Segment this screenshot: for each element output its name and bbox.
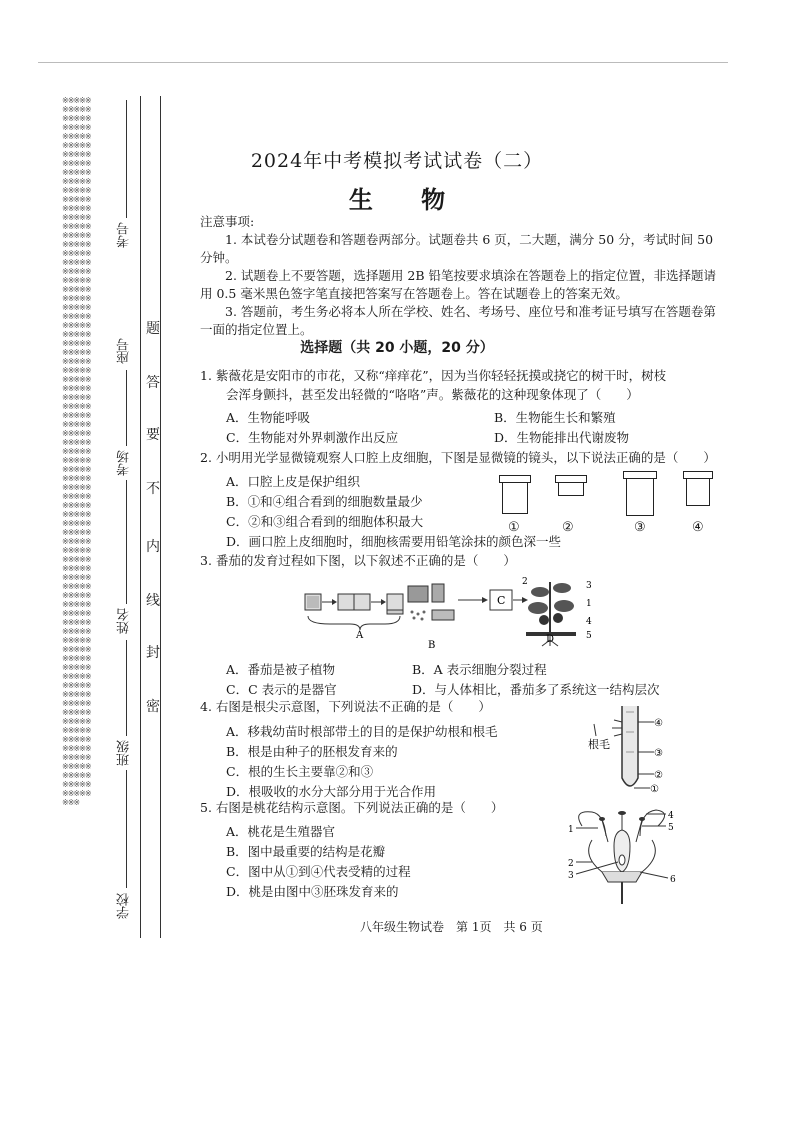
lens-label: ③ (634, 520, 646, 535)
q4-option-d: D．根吸收的水分大部分用于光合作用 (226, 784, 437, 799)
top-rule (38, 62, 728, 63)
fig-label-d: D (546, 634, 555, 645)
q2-option-d: D．画口腔上皮细胞时，细胞核需要用铅笔涂抹的颜色深一些 (226, 534, 562, 549)
seal-char: 不 (146, 481, 160, 497)
fill-line-kaochang (126, 370, 127, 446)
lens-objective-long (626, 474, 654, 516)
q1-option-a: A．生物能呼吸 (226, 410, 311, 425)
q1-stem-line2: 会浑身颤抖，甚至发出轻微的“咯咯”声。紫薇花的这种现象体现了（ ） (226, 387, 639, 402)
q5-option-a: A．桃花是生殖器官 (226, 824, 336, 839)
seal-char: 内 (146, 539, 160, 555)
q3-option-c: C．C 表示的是器官 (226, 682, 337, 697)
seal-char: 线 (146, 593, 160, 609)
note-item: 1. 本试卷分试题卷和答题卷两部分。试题卷共 6 页，二大题，满分 50 分，考试时间 50 分钟。 (200, 232, 714, 265)
root-label-4: ④ (654, 718, 663, 729)
fill-line-xuexiao (126, 770, 127, 888)
root-label-3: ③ (654, 748, 663, 759)
q5-stem: 5. 右图是桃花结构示意图。下列说法正确的是（ ） (200, 800, 504, 815)
notes-block (200, 213, 720, 339)
field-kaohao: 考号 (117, 222, 132, 248)
field-xuexiao: 学校 (117, 893, 132, 919)
q2-option-a: A．口腔上皮是保护组织 (226, 474, 361, 489)
q2-option-b: B．①和④组合看到的细胞数量最少 (226, 494, 423, 509)
binding-margin-stars: ※※※※※※※※※※※※※※※※※※※※※※※※※※※※※※※※※※※※※※※※※※※※※※※※※※※※※※※※※※※※※※※※※※※※※※※※※※※※※※※※※※※※※※※※※※※※※※※※※※※※※※※※※※※※※※※※※※※※※※※※※※※※※※※※※※※※※※※※※※※※※※※※※※※※※※※※※※※※※※※※※※※※※※※※※※※※※※※※※※※※※※※※※※※※※※※※※※※※※※※※※※※※※※※※※※※※※※※※※※※※※※※※※※※※※※※※※※※※※※※※※※※※※※※※※※※※※※※※※※※※※※※※※※※※※※※※※※※※※※※※※※※※※※※※※※※※※※※※※※※※※※※※※※※※※※※※※※※※※※※※※※※※※※※※※※※※※※※※※※※※※※※※※※※※※※※※※※※※※※※※※※※※※※※※※※※※※※※※※※※※※※※※※※※※※※※※※ (62, 96, 91, 807)
lens-label: ① (508, 520, 520, 535)
seal-char: 密 (146, 699, 160, 715)
q3-option-a: A．番茄是被子植物 (226, 662, 336, 677)
q3-option-d: D．与人体相比，番茄多了系统这一结构层次 (412, 682, 660, 697)
fig-label-4: 4 (586, 617, 592, 627)
fill-line-banji (126, 640, 127, 736)
q1-option-d: D．生物能排出代谢废物 (494, 430, 630, 445)
fig-label-b: B (428, 640, 436, 651)
q4-stem: 4. 右图是根尖示意图，下列说法不正确的是（ ） (200, 699, 491, 714)
exam-title: 2024年中考模拟考试试卷（二） (250, 150, 544, 172)
q5-option-d: D．桃是由图中③胚珠发育来的 (226, 884, 399, 899)
page-footer: 八年级生物试卷 第 1页 共 6 页 (360, 920, 543, 934)
flower-label-4: 4 (668, 811, 674, 821)
q3-option-b: B．A 表示细胞分裂过程 (412, 662, 547, 677)
field-zuohao: 座号 (117, 338, 132, 364)
root-label-2: ② (654, 770, 663, 781)
section-title: 选择题（共 20 小题，20 分） (300, 340, 494, 356)
q4-option-b: B．根是由种子的胚根发育来的 (226, 744, 398, 759)
seal-char: 要 (146, 427, 160, 443)
binding-line-inner (140, 96, 141, 938)
root-tip-figure (582, 702, 692, 798)
root-hair-label: 根毛 (588, 738, 610, 751)
q4-option-c: C．根的生长主要靠②和③ (226, 764, 374, 779)
lens-eyepiece-long (502, 478, 528, 514)
exam-subject: 生 物 (348, 185, 466, 214)
q2-option-c: C．②和③组合看到的细胞体积最大 (226, 514, 424, 529)
flower-label-3: 3 (568, 871, 574, 881)
lens-label: ④ (692, 520, 704, 535)
fig-label-a: A (356, 630, 364, 641)
fig-label-c: C (497, 594, 506, 607)
fill-line-xingming (126, 480, 127, 604)
note-item: 3. 答题前，考生务必将本人所在学校、姓名、考场号、座位号和准考证号填写在答题卷第一面的指定位置上。 (200, 304, 716, 337)
flower-label-1: 1 (568, 825, 574, 835)
seal-char: 题 (146, 321, 160, 337)
notes-heading: 注意事项: (200, 214, 255, 229)
lens-label: ② (562, 520, 574, 535)
q4-option-a: A．移栽幼苗时根部带土的目的是保护幼根和根毛 (226, 724, 498, 739)
q1-option-b: B．生物能生长和繁殖 (494, 410, 616, 425)
lens-eyepiece-short (558, 478, 584, 496)
q2-stem: 2. 小明用光学显微镜观察人口腔上皮细胞，下图是显微镜的镜头，以下说法正确的是（ ） (200, 450, 716, 465)
root-label-1: ① (650, 784, 659, 795)
peach-flower-figure (562, 806, 688, 906)
flower-label-5: 5 (668, 823, 674, 833)
fig-label-3: 3 (586, 581, 592, 591)
q5-option-b: B．图中最重要的结构是花瓣 (226, 844, 386, 859)
flower-label-2: 2 (568, 859, 574, 869)
note-item: 2. 试题卷上不要答题，选择题用 2B 铅笔按要求填涂在答题卷上的指定位置，非选择题请用 0.5 毫米黑色签字笔直接把答案写在答题卷上。答在试题卷上的答案无效。 (200, 268, 716, 301)
fig-label-5: 5 (586, 631, 592, 641)
q5-option-c: C．图中从①到④代表受精的过程 (226, 864, 411, 879)
field-xingming: 姓名 (117, 608, 132, 634)
flower-label-6: 6 (670, 875, 676, 885)
field-kaochang: 考场 (117, 450, 132, 476)
q1-stem-line1: 1. 紫薇花是安阳市的市花，又称“痒痒花”，因为当你轻轻抚摸或挠它的树干时，树枝 (200, 368, 667, 383)
lens-objective-short (686, 474, 710, 506)
seal-char: 答 (146, 375, 160, 391)
binding-line-outer (160, 96, 161, 938)
tomato-development-figure (300, 574, 610, 654)
fig-label-1: 1 (586, 599, 592, 609)
seal-char: 封 (146, 645, 160, 661)
q1-option-c: C．生物能对外界刺激作出反应 (226, 430, 399, 445)
q3-stem: 3. 番茄的发育过程如下图，以下叙述不正确的是（ ） (200, 553, 516, 568)
fig-label-2: 2 (522, 577, 528, 587)
field-banji: 班级 (117, 740, 132, 766)
